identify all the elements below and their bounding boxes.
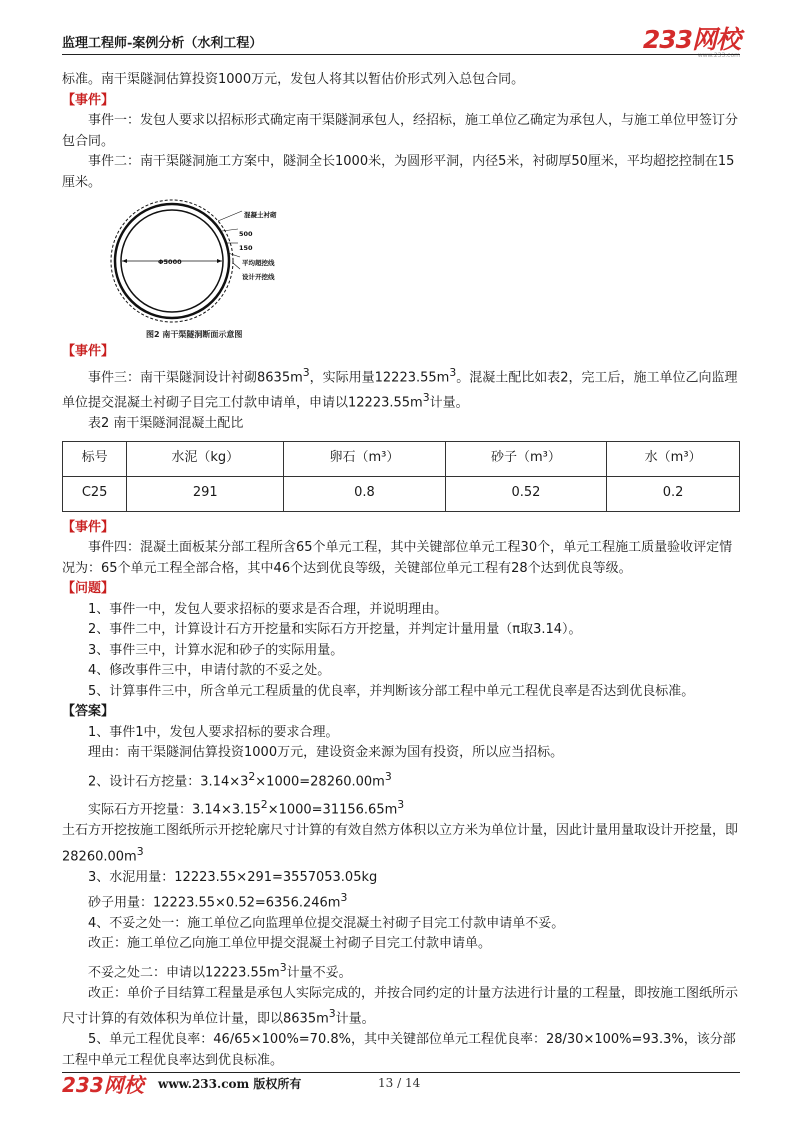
answer-4-issue-1: 4、不妥之处一：施工单位乙向监理单位提交混凝土衬砌子目完工付款申请单不妥。 (88, 915, 565, 931)
answer-3-sand: 砂子用量：$12223.55\times 0.52=6356.246m^3$ (88, 891, 348, 911)
leader-line-design (233, 263, 240, 269)
page-number: 13 / 14 (378, 1076, 421, 1090)
event-one: 事件一：发包人要求以招标形式确定南干渠隧洞承包人，经招标，施工单位乙确定为承包人，与施工单位甲签订分包合同。 (62, 113, 739, 149)
label-concrete-lining: 混凝土衬砌 (244, 211, 277, 219)
answer-1-reason: 理由：南干渠隧洞估算投资1000万元，建设资金来源为国有投资，所以应当招标。 (88, 745, 564, 761)
question-item: 2、事件二中，计算设计石方开挖量和实际石方开挖量，并判定计量用量（π取3.14）。 (88, 622, 582, 638)
label-thickness-150: 150 (239, 244, 253, 252)
arrow-right-icon (217, 259, 222, 263)
header-divider (62, 54, 740, 55)
answer-4-issue-2: 不妥之处二：申请以$12223.55m^3$计量不妥。 (88, 960, 352, 981)
event-tag-2: 【事件】 (62, 344, 115, 359)
answer-2-design: 2、设计石方挖量：$3.14\times 3^2\times 1000=28260.00m^3$ (88, 769, 392, 789)
table-cell: 0.8 (284, 476, 446, 511)
question-item: 1、事件一中，发包人要求招标的要求是否合理，并说明理由。 (88, 601, 448, 617)
event-four: 事件四：混凝土面板某分部工程所含65个单元工程，其中关键部位单元工程30个，单元工程施工质量验收评定情况为：65个单元工程全部合格，其中46个达到优良等级，关键部位单元工程有28个达到优良等级。 (62, 540, 733, 576)
answer-4-fix-1: 改正：施工单位乙向施工单位甲提交混凝土衬砌子目完工付款申请单。 (88, 936, 492, 952)
table-header-cell: 水（m³） (607, 441, 740, 476)
brand-logo-text: 233网校 (642, 25, 740, 54)
question-tag: 【问题】 (62, 581, 115, 597)
leader-line-concrete (218, 211, 242, 221)
document-body (62, 70, 740, 1071)
event-three: 事件三：南干渠隧洞设计衬砌$8635m^3$，实际用量$12223.55m^3$。混凝土配比如表2，完工后，施工单位乙向监理单位提交混凝土衬砌子目完工付款申请单，申请以$12223.55m^3$计量。 (62, 365, 738, 411)
header-title: 监理工程师-案例分析（水利工程） (62, 36, 263, 51)
event-tag-3: 【事件】 (62, 519, 115, 535)
answer-2-note: 土石方开挖按施工图纸所示开挖轮廓尺寸计算的有效自然方体积以立方米为单位计量，因此计量用量取设计开挖量，即$28260.00m^3$ (62, 823, 739, 865)
footer-logo: 233网校 (62, 1073, 144, 1097)
table-cell: 291 (127, 476, 284, 511)
table-header-cell: 砂子（m³） (445, 441, 607, 476)
answer-5: 5、单元工程优良率：46/65×100%=70.8%，其中关键部位单元工程优良率：28/30×100%=93.3%，该分部工程中单元工程优良率达到优良标准。 (62, 1032, 736, 1068)
table-cell: C25 (63, 476, 127, 511)
event-two: 事件二：南干渠隧洞施工方案中，隧洞全长1000米，为圆形平洞，内径5米，衬砌厚50厘米，平均超挖控制在15厘米。 (62, 154, 735, 190)
footer-divider (62, 1072, 740, 1073)
figure-caption: 图2 南干渠隧洞断面示意图 (146, 330, 243, 339)
label-diameter: Φ5000 (158, 258, 182, 266)
table-header-cell: 标号 (63, 441, 127, 476)
answer-2-actual: 实际石方开挖量：$3.14\times 3.15^2\times 1000=31156.65m^3$ (88, 798, 405, 818)
arrow-left-icon (122, 259, 127, 263)
table-header-cell: 卵石（m³） (284, 441, 446, 476)
label-overbreak-line: 平均超挖线 (242, 259, 275, 267)
brand-logo-subtext: www.233.com (697, 52, 740, 59)
question-item: 3、事件三中，计算水泥和砂子的实际用量。 (88, 642, 344, 658)
answer-4-fix-2: 改正：单价子目结算工程量是承包人实际完成的，并按合同约定的计量方法进行计量的工程量，即按施工图纸所示尺寸计算的有效体积为单位计量，即以$8635m^3$计量。 (62, 985, 739, 1027)
answer-tag: 【答案】 (62, 704, 115, 720)
footer-copyright: www.233.com 版权所有 (158, 1077, 302, 1091)
intro-paragraph: 标准。南干渠隧洞估算投资1000万元，发包人将其以暂估价形式列入总包合同。 (62, 72, 525, 87)
question-item: 4、修改事件三中，申请付款的不妥之处。 (88, 663, 331, 679)
table-header-row (63, 441, 740, 476)
answer-1: 1、事件1中，发包人要求招标的要求合理。 (88, 724, 339, 740)
label-design-line: 设计开挖线 (242, 273, 275, 281)
table-row (63, 476, 740, 511)
event-tag-1: 【事件】 (62, 92, 115, 108)
table-header-cell: 水泥（kg） (127, 441, 284, 476)
label-thickness-500: 500 (239, 230, 253, 238)
concrete-mix-table (62, 441, 740, 512)
answer-3-cement: 3、水泥用量：12223.55×291=3557053.05kg (88, 869, 378, 885)
table-cell: 0.2 (607, 476, 740, 511)
question-item: 5、计算事件三中，所含单元工程质量的优良率，并判断该分部工程中单元工程优良率是否达到优良标准。 (88, 683, 695, 699)
table-caption: 表2 南干渠隧洞混凝土配比 (88, 416, 244, 432)
table-cell: 0.52 (445, 476, 607, 511)
tunnel-section-figure (94, 197, 294, 342)
